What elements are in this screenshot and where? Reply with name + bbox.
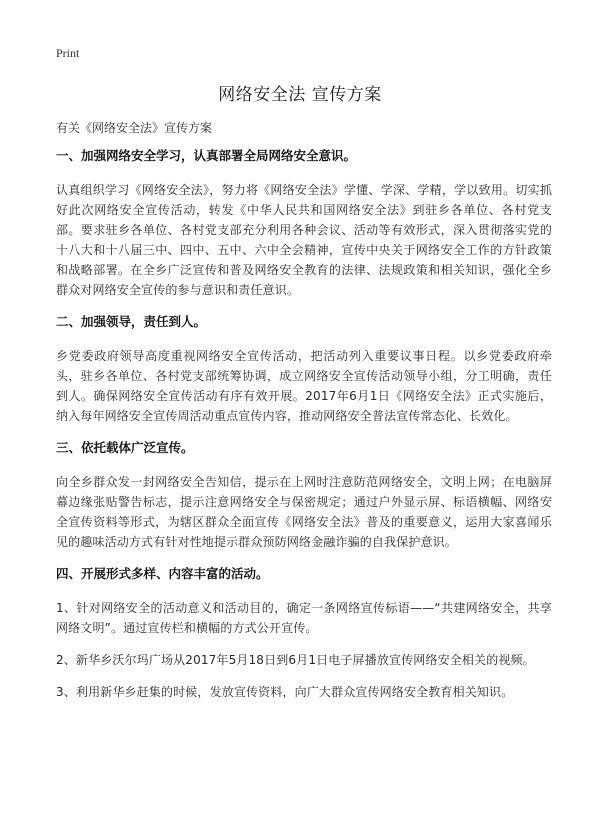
document-body bbox=[56, 119, 552, 714]
section-2-paragraph: 乡党委政府领导高度重视网络安全宣传活动，把活动列入重要议事日程。以乡党委政府牵头，驻乡各单位、各村党支部统筹协调，成立网络安全宣传活动领导小组，分工明确，责任到人。确保网络安全宣传活动有序有效开展。2017年6月1日《网络安全法》正式实施后，纳入每年网络安全宣传周活动重点宣传内容，推动网络安全普法宣传常态化、长效化。 bbox=[56, 349, 552, 423]
print-link[interactable]: Print bbox=[56, 46, 80, 60]
section-1-paragraph: 认真组织学习《网络安全法》，努力将《网络安全法》学懂、学深、学精，学以致用。切实抓好此次网络安全宣传活动，转发《中华人民共和国网络安全法》到驻乡各单位、各村党支部。要求驻乡各单位、各村党支部充分利用各种会议、活动等有效形式，深入贯彻落实党的十八大和十八届三中、四中、五中、六中全会精神，宣传中央关于网络安全工作的方针政策和战略部署。在全乡广泛宣传和普及网络安全教育的法律、法规政策和相关知识，强化全乡群众对网络安全宣传的参与意识和责任意识。 bbox=[56, 183, 552, 297]
activity-item-2: 2、新华乡沃尔玛广场从2017年5月18日到6月1日电子屏播放宣传网络安全相关的视频。 bbox=[56, 653, 535, 667]
activity-item-1: 1、针对网络安全的活动意义和活动目的，确定一条网络宣传标语——“共建网络安全，共享网络文明”。通过宣传栏和横幅的方式公开宣传。 bbox=[56, 601, 552, 635]
section-heading-4: 四、开展形式多样、内容丰富的活动。 bbox=[56, 566, 269, 581]
activity-item-3: 3、利用新华乡赶集的时候，发放宣传资料，向广大群众宣传网络安全教育相关知识。 bbox=[56, 685, 514, 699]
section-heading-2: 二、加强领导，责任到人。 bbox=[56, 314, 207, 329]
section-3-paragraph: 向全乡群众发一封网络安全告知信，提示在上网时注意防范网络安全，文明上网；在电脑屏幕边缘张贴警告标志，提示注意网络安全与保密规定；通过户外显示屏、标语横幅、网络安全宣传资料等形式，为辖区群众全面宣传《网络安全法》普及的重要意义，运用大家喜闻乐见的趣味活动方式有针对性地提示群众预防网络金融诈骗的自我保护意识。 bbox=[56, 475, 552, 549]
section-heading-3: 三、依托载体广泛宣传。 bbox=[56, 440, 194, 455]
document-title: 网络安全法 宣传方案 bbox=[218, 85, 382, 105]
document-subtitle: 有关《网络安全法》宣传方案 bbox=[56, 121, 213, 135]
section-heading-1: 一、加强网络安全学习，认真部署全局网络安全意识。 bbox=[56, 148, 357, 163]
